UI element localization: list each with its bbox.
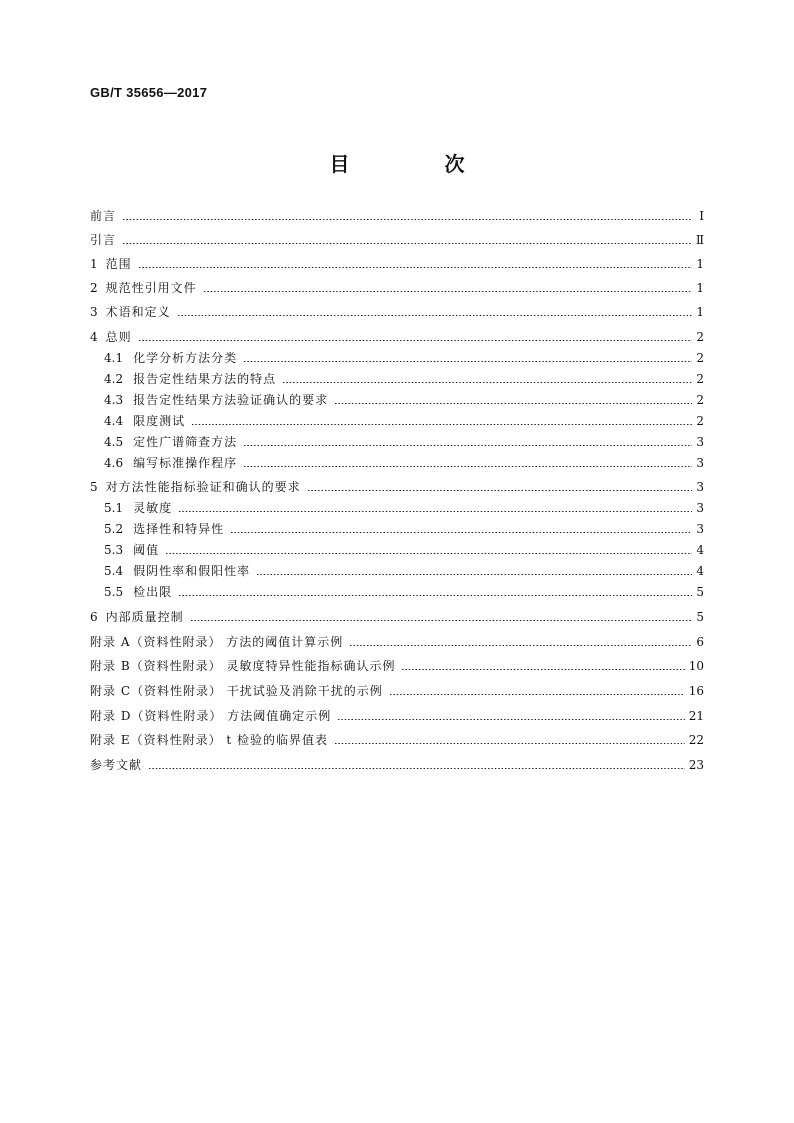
dot-leader [177,315,692,316]
dot-leader [349,645,692,646]
dot-leader [389,694,685,695]
toc-entry[interactable] [104,517,704,537]
toc-entry-page: 22 [688,733,704,748]
toc-entry-number: 5.4 [104,564,124,579]
toc-entry-text: 引言 [90,233,117,248]
toc-entry-text: 假阴性率和假阳性率 [133,564,251,579]
toc-entry-page: 10 [688,659,704,674]
toc-entry-text: 附录 A（资料性附录） 方法的阈值计算示例 [90,634,344,649]
toc-entry-page: 2 [696,329,704,344]
toc-entry-number: 4.4 [104,413,124,428]
toc-entry-text: 编写标准操作程序 [133,455,238,470]
toc-entry-text: 对方法性能指标验证和确认的要求 [105,480,301,495]
toc-entry-number: 1 [90,257,98,272]
dot-leader [334,403,692,404]
toc-entry-title [104,413,191,429]
toc-entry-text: 附录 B（资料性附录） 灵敏度特异性能指标确认示例 [90,659,396,674]
toc-entry-title [90,683,389,699]
toc-entry-title [90,256,138,272]
dot-leader [138,340,692,341]
toc-entry[interactable] [104,496,704,516]
toc-entry-text: 限度测试 [133,413,186,428]
toc-entry[interactable] [104,580,704,600]
toc-entry-page: 4 [696,564,704,579]
toc-entry[interactable] [104,559,704,579]
standard-code: GB/T 35656—2017 [90,85,208,100]
toc-entry-number: 4.2 [104,371,124,386]
dot-leader [282,382,692,383]
toc-title: 目 次 [329,152,509,176]
dot-leader [243,361,692,362]
toc-entry-text: 总则 [105,329,132,344]
toc-entry-title [90,208,122,224]
dot-leader [138,267,692,268]
toc-entry-title [90,232,122,248]
toc-entry[interactable] [90,204,704,224]
toc-entry-title [90,634,349,650]
toc-entry-text: 范围 [105,257,132,272]
toc-entry[interactable] [104,430,704,450]
dot-leader [190,620,692,621]
toc-entry[interactable] [90,654,704,674]
dot-leader [203,291,692,292]
dot-leader [337,719,684,720]
toc-entry[interactable] [90,753,704,773]
toc-entry-text: 附录 C（资料性附录） 干扰试验及消除干扰的示例 [90,683,383,698]
toc-entry-number: 3 [90,305,98,320]
toc-entry-title [90,479,307,495]
toc-entry-title [104,455,243,471]
toc-entry-page: 3 [696,455,704,470]
toc-entry[interactable] [104,409,704,429]
dot-leader [178,595,692,596]
toc-entry-title [90,658,401,674]
toc-entry-text: 选择性和特异性 [133,522,225,537]
dot-leader [230,532,692,533]
toc-entry[interactable] [90,679,704,699]
toc-entry-page: 1 [696,257,704,272]
toc-entry-page: Ⅰ [699,209,704,223]
toc-entry-title [104,563,256,579]
toc-entry[interactable] [90,728,704,748]
dot-leader [148,768,685,769]
toc-entry-number: 5 [90,480,98,495]
toc-entry-text: 定性广谱筛查方法 [133,434,238,449]
dot-leader [122,243,692,244]
toc-entry-number: 2 [90,281,98,296]
dot-leader [122,219,692,220]
toc-entry-number: 5.3 [104,543,124,558]
toc-entry-page: 6 [696,634,704,649]
toc-entry-title [90,757,148,773]
toc-entry-page: 3 [696,434,704,449]
toc-entry-title [104,350,243,366]
toc-entry-text: 附录 E（资料性附录） t 检验的临界值表 [90,733,329,748]
toc-entry-number: 4.5 [104,434,124,449]
toc-entry-page: 2 [696,350,704,365]
toc-entry[interactable] [90,228,704,248]
toc-entry-page: 2 [696,413,704,428]
dot-leader [165,553,692,554]
toc-entry-text: 报告定性结果方法的特点 [133,371,277,386]
toc-entry-number: 5.1 [104,501,124,516]
toc-entry[interactable] [90,605,704,625]
toc-entry-page: 21 [688,708,704,723]
toc-entry-text: 检出限 [133,585,173,600]
toc-entry-number: 5.5 [104,585,124,600]
toc-entry-text: 术语和定义 [105,305,171,320]
toc-entry-page: Ⅱ [695,233,704,248]
toc-entry[interactable] [90,630,704,650]
toc-entry-page: 23 [688,757,704,772]
toc-entry[interactable] [104,388,704,408]
toc-entry[interactable] [90,704,704,724]
toc-entry-title [90,304,177,320]
toc-entry-page: 4 [696,543,704,558]
dot-leader [334,743,685,744]
toc-entry-page: 2 [696,371,704,386]
dot-leader [256,574,692,575]
toc-entry-text: 规范性引用文件 [105,281,197,296]
toc-entry[interactable] [90,276,704,296]
toc-entry-page: 3 [696,501,704,516]
toc-entry-title [104,584,178,600]
toc-entry[interactable] [90,252,704,272]
dot-leader [243,445,692,446]
dot-leader [307,490,692,491]
toc-entry[interactable] [104,367,704,387]
toc-entry-page: 1 [696,281,704,296]
dot-leader [191,424,692,425]
toc-entry-number: 5.2 [104,522,124,537]
toc-entry-title [90,329,138,345]
toc-entry-text: 内部质量控制 [105,610,184,625]
toc-entry-page: 3 [696,480,704,495]
toc-entry-text: 报告定性结果方法验证确认的要求 [133,392,329,407]
toc-entry-title [90,609,190,625]
toc-entry-number: 4 [90,329,98,344]
toc-entry-number: 4.6 [104,455,124,470]
toc-entry-title [90,732,334,748]
toc-entry-text: 化学分析方法分类 [133,350,238,365]
toc-entry-page: 5 [696,610,704,625]
toc-entry-title [104,371,282,387]
toc-entry-page: 3 [696,522,704,537]
toc-entry-title [104,434,243,450]
toc-entry-number: 4.3 [104,392,124,407]
toc-entry-title [90,708,337,724]
toc-entry[interactable] [104,346,704,366]
toc-entry-title [104,542,165,558]
toc-entry-page: 5 [696,585,704,600]
dot-leader [178,511,692,512]
dot-leader [243,466,692,467]
dot-leader [401,669,684,670]
toc-entry-page: 2 [696,392,704,407]
toc-entry-number: 4.1 [104,350,124,365]
toc-entry-number: 6 [90,610,98,625]
toc-entry[interactable] [104,451,704,471]
toc-entry[interactable] [90,325,704,345]
toc-entry-text: 参考文献 [90,757,143,772]
toc-entry[interactable] [90,300,704,320]
toc-entry-text: 附录 D（资料性附录） 方法阈值确定示例 [90,708,332,723]
toc-entry-page: 1 [696,305,704,320]
toc-entry-title [104,500,178,516]
toc-entry-text: 前言 [90,209,117,223]
toc-entry-title [104,392,334,408]
toc-entry-title [104,521,230,537]
toc-entry-text: 阈值 [133,543,160,558]
toc-entry-title [90,280,203,296]
toc-entry-text: 灵敏度 [133,501,173,516]
toc-entry[interactable] [104,538,704,558]
toc-entry[interactable] [90,475,704,495]
toc-entry-page: 16 [688,683,704,698]
